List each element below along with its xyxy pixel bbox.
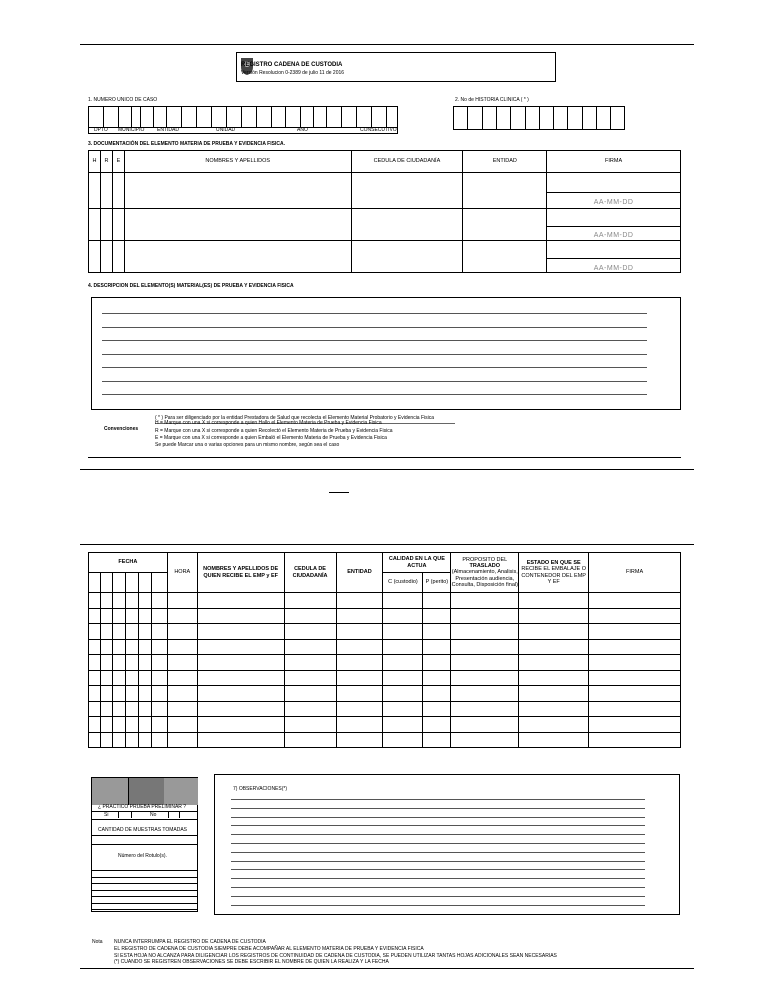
- hc-digit-cell: [496, 106, 497, 130]
- rotulo-line: [92, 883, 198, 884]
- documentation-table: [88, 150, 681, 273]
- table-row: [89, 173, 681, 209]
- case-digit-cell: [226, 106, 227, 127]
- case-digit-cell: [386, 106, 387, 127]
- col-c: C (custodio): [383, 573, 423, 593]
- col-entidad: ENTIDAD: [463, 151, 547, 173]
- case-digit-cell: [131, 106, 132, 127]
- convention-line: Se puede Marcar una o varias opciones para un mismo nombre, según sea el caso: [155, 442, 340, 448]
- col-entidad: ENTIDAD: [336, 553, 383, 593]
- date-placeholder: AA-MM-DD: [593, 265, 634, 272]
- col-estado: ESTADO EN QUE SE RECIBE EL EMBALAJE O CONTENEDOR DEL EMP Y EF: [519, 553, 589, 593]
- case-digit-cell: [356, 106, 357, 127]
- col-calidad: CALIDAD EN LA QUE ACTUA: [383, 553, 451, 573]
- rotulo-line: [92, 896, 198, 897]
- observation-line: [231, 861, 645, 862]
- case-digit-cell: [153, 106, 154, 127]
- table-row: [89, 732, 681, 748]
- top-rule: [80, 44, 694, 45]
- rotulo-line: [92, 877, 198, 878]
- convenciones-label: Convenciones: [104, 426, 139, 432]
- observation-line: [231, 834, 645, 835]
- header-box: [236, 52, 556, 82]
- col-nombres-recibe: NOMBRES Y APELLIDOS DE QUIEN RECIBE EL EMP y EF: [197, 553, 284, 593]
- observation-line: [231, 843, 645, 844]
- rotulo-label: Número del Rotulo(s).: [118, 853, 167, 859]
- table-row: [89, 686, 681, 702]
- nota-line: (*) CUANDO SE REGISTREN OBSERVACIONES SE DEBE ESCRIBIR EL NOMBRE DE QUIEN LA REALIZA Y LA FECHA: [114, 959, 389, 965]
- case-digit-cell: [300, 106, 301, 127]
- col-ano: ANO: [297, 127, 308, 133]
- date-placeholder: AA-MM-DD: [593, 232, 634, 239]
- col-dpto: DPTO: [94, 127, 108, 133]
- description-line: [102, 367, 647, 368]
- col-entidad: ENTIDAD: [157, 127, 179, 133]
- col-firma: FIRMA: [589, 553, 681, 593]
- hc-digit-cell: [525, 106, 526, 130]
- case-digit-cell: [118, 106, 119, 127]
- table-row: [89, 593, 681, 609]
- short-rule: [329, 492, 349, 493]
- observation-line: [231, 878, 645, 879]
- section2-label: 2. No de HISTORIA CLINICA ( * ): [455, 97, 529, 103]
- col-p: P (perito): [423, 573, 451, 593]
- rotulo-line: [92, 903, 198, 904]
- case-digit-cell: [371, 106, 372, 127]
- nota-line: EL REGISTRO DE CADENA DE CUSTODIA SIEMPRE DEBE ACOMPAÑAR AL ELEMENTO MATERIA DE PRUEBA Y EVIDENCIA FISICA: [114, 946, 424, 952]
- traslado-table: [88, 552, 681, 748]
- table-row: [89, 655, 681, 671]
- section4-label: 4. DESCRIPCION DEL ELEMENTO(S) MATERIAL(ES) DE PRUEBA Y EVIDENCIA FISICA: [88, 283, 294, 289]
- col-fecha: FECHA: [89, 553, 168, 573]
- si-checkbox[interactable]: [118, 811, 132, 818]
- observaciones-label: 7) OBSERVACIONES(*): [233, 786, 287, 792]
- case-digit-cell: [326, 106, 327, 127]
- convention-line: H = Marque con una X si corresponde a quien Hallo el Elemento Materia de Prueba y Evidencia Fisica: [155, 420, 382, 426]
- description-line: [102, 354, 647, 355]
- section1-label: 1. NUMERO UNICO DE CASO: [88, 97, 158, 103]
- table-row: [89, 639, 681, 655]
- nota-label: Nota: [92, 939, 103, 945]
- col-nombres: NOMBRES Y APELLIDOS: [124, 151, 351, 173]
- observation-line: [231, 808, 645, 809]
- col-municipio: MUNICIPIO: [118, 127, 145, 133]
- description-line: [102, 394, 647, 395]
- hc-digit-cell: [610, 106, 611, 130]
- case-digit-cell: [341, 106, 342, 127]
- col-unidad: UNIDAD: [216, 127, 236, 133]
- col-r: R: [100, 151, 112, 173]
- col-proposito: PROPOSITO DEL TRASLADO (Almacenamiento, Analisis, Presentación audiencia, Consulta, Disposición final): [451, 553, 519, 593]
- convention-line: E = Marque con una X si corresponde a quien Embaló el Elemento Materia de Prueba y Evidencia Fisica: [155, 435, 387, 441]
- divider: [88, 457, 681, 458]
- nota-line: SI ESTA HOJA NO ALCANZA PARA DILIGENCIAR LOS REGISTROS DE CONTINUIDAD DE CADENA DE CUSTODIA, SE PUEDEN UTILIZAR TANTAS HOJAS ADICIONALES SEAN NECESARIAS: [114, 953, 557, 959]
- hc-digit-cell: [596, 106, 597, 130]
- form-title: REGISTRO CADENA DE CUSTODIA: [241, 62, 343, 68]
- hc-digit-cell: [482, 106, 483, 130]
- convention-line: ( * ) Para ser diligenciado por la entidad Prestadora de Salud que recolecta el Elemento Material Probatorio y Evidencia Fisica: [155, 415, 435, 421]
- hc-digit-cell: [582, 106, 583, 130]
- case-digit-cell: [103, 106, 104, 127]
- observation-line: [231, 825, 645, 826]
- hc-digit-cell: [567, 106, 568, 130]
- table-row: [89, 608, 681, 624]
- case-digit-cell: [271, 106, 272, 127]
- case-digit-cell: [211, 106, 212, 127]
- hc-digit-cell: [510, 106, 511, 130]
- table-row: [89, 670, 681, 686]
- case-digit-cell: [313, 106, 314, 127]
- case-digit-cell: [241, 106, 242, 127]
- rotulo-line: [92, 909, 198, 910]
- table-row: [89, 209, 681, 241]
- hc-digit-cell: [539, 106, 540, 130]
- observaciones-box[interactable]: [214, 774, 680, 915]
- case-digit-cell: [256, 106, 257, 127]
- prueba-preliminar-box: [91, 777, 198, 912]
- col-cedula: CEDULA DE CIUDADANÍA: [351, 151, 463, 173]
- cantidad-label: CANTIDAD DE MUESTRAS TOMADAS: [98, 827, 187, 833]
- col-hora: HORA: [167, 553, 197, 593]
- description-line: [102, 340, 647, 341]
- case-digit-cell: [196, 106, 197, 127]
- observation-line: [231, 869, 645, 870]
- form-subtitle: Versión Resolucion 0-2389 de julio 11 de 2016: [241, 70, 345, 76]
- table-row: [89, 701, 681, 717]
- col-firma: FIRMA: [547, 151, 681, 173]
- case-digit-cell: [140, 106, 141, 127]
- no-checkbox[interactable]: [168, 811, 180, 818]
- observation-line: [231, 887, 645, 888]
- description-line: [102, 313, 647, 314]
- observation-line: [231, 799, 645, 800]
- page-break-rule: [80, 469, 694, 470]
- nota-line: NUNCA INTERRUMPA EL REGISTRO DE CADENA DE CUSTODIA: [114, 939, 266, 945]
- section3-label: 3. DOCUMENTACIÓN DEL ELEMENTO MATERIA DE PRUEBA Y EVIDENCIA FISICA.: [88, 141, 285, 147]
- case-digit-cell: [181, 106, 182, 127]
- case-digit-cell: [285, 106, 286, 127]
- hc-digit-cell: [553, 106, 554, 130]
- rotulo-line: [92, 870, 198, 871]
- observation-line: [231, 896, 645, 897]
- col-cedula: CEDULA DE CIUDADANÍA: [284, 553, 336, 593]
- observation-line: [231, 817, 645, 818]
- table-row: [89, 241, 681, 273]
- observation-line: [231, 905, 645, 906]
- observation-line: [231, 852, 645, 853]
- bottom-rule: [80, 968, 694, 969]
- prueba-question: ¿ PRACTICO PRUEBA PRELIMINAR ?: [98, 804, 187, 810]
- si-label: Si: [104, 812, 109, 818]
- table-row: [89, 624, 681, 640]
- hc-digit-cell: [467, 106, 468, 130]
- col-consecutivo: CONSECUTIVO: [360, 127, 397, 133]
- no-label: No: [150, 812, 157, 818]
- table-row: [89, 717, 681, 733]
- case-digit-cell: [166, 106, 167, 127]
- rotulo-line: [92, 890, 198, 891]
- date-placeholder: AA-MM-DD: [593, 199, 634, 206]
- col-e: E: [112, 151, 124, 173]
- page2-top-rule: [80, 544, 694, 545]
- description-line: [102, 381, 647, 382]
- convention-line: R = Marque con una X si corresponde a quien Recolectó el Elemento Materia de Prueba y Evidencia Fisica: [155, 428, 393, 434]
- col-h: H: [89, 151, 101, 173]
- description-line: [102, 327, 647, 328]
